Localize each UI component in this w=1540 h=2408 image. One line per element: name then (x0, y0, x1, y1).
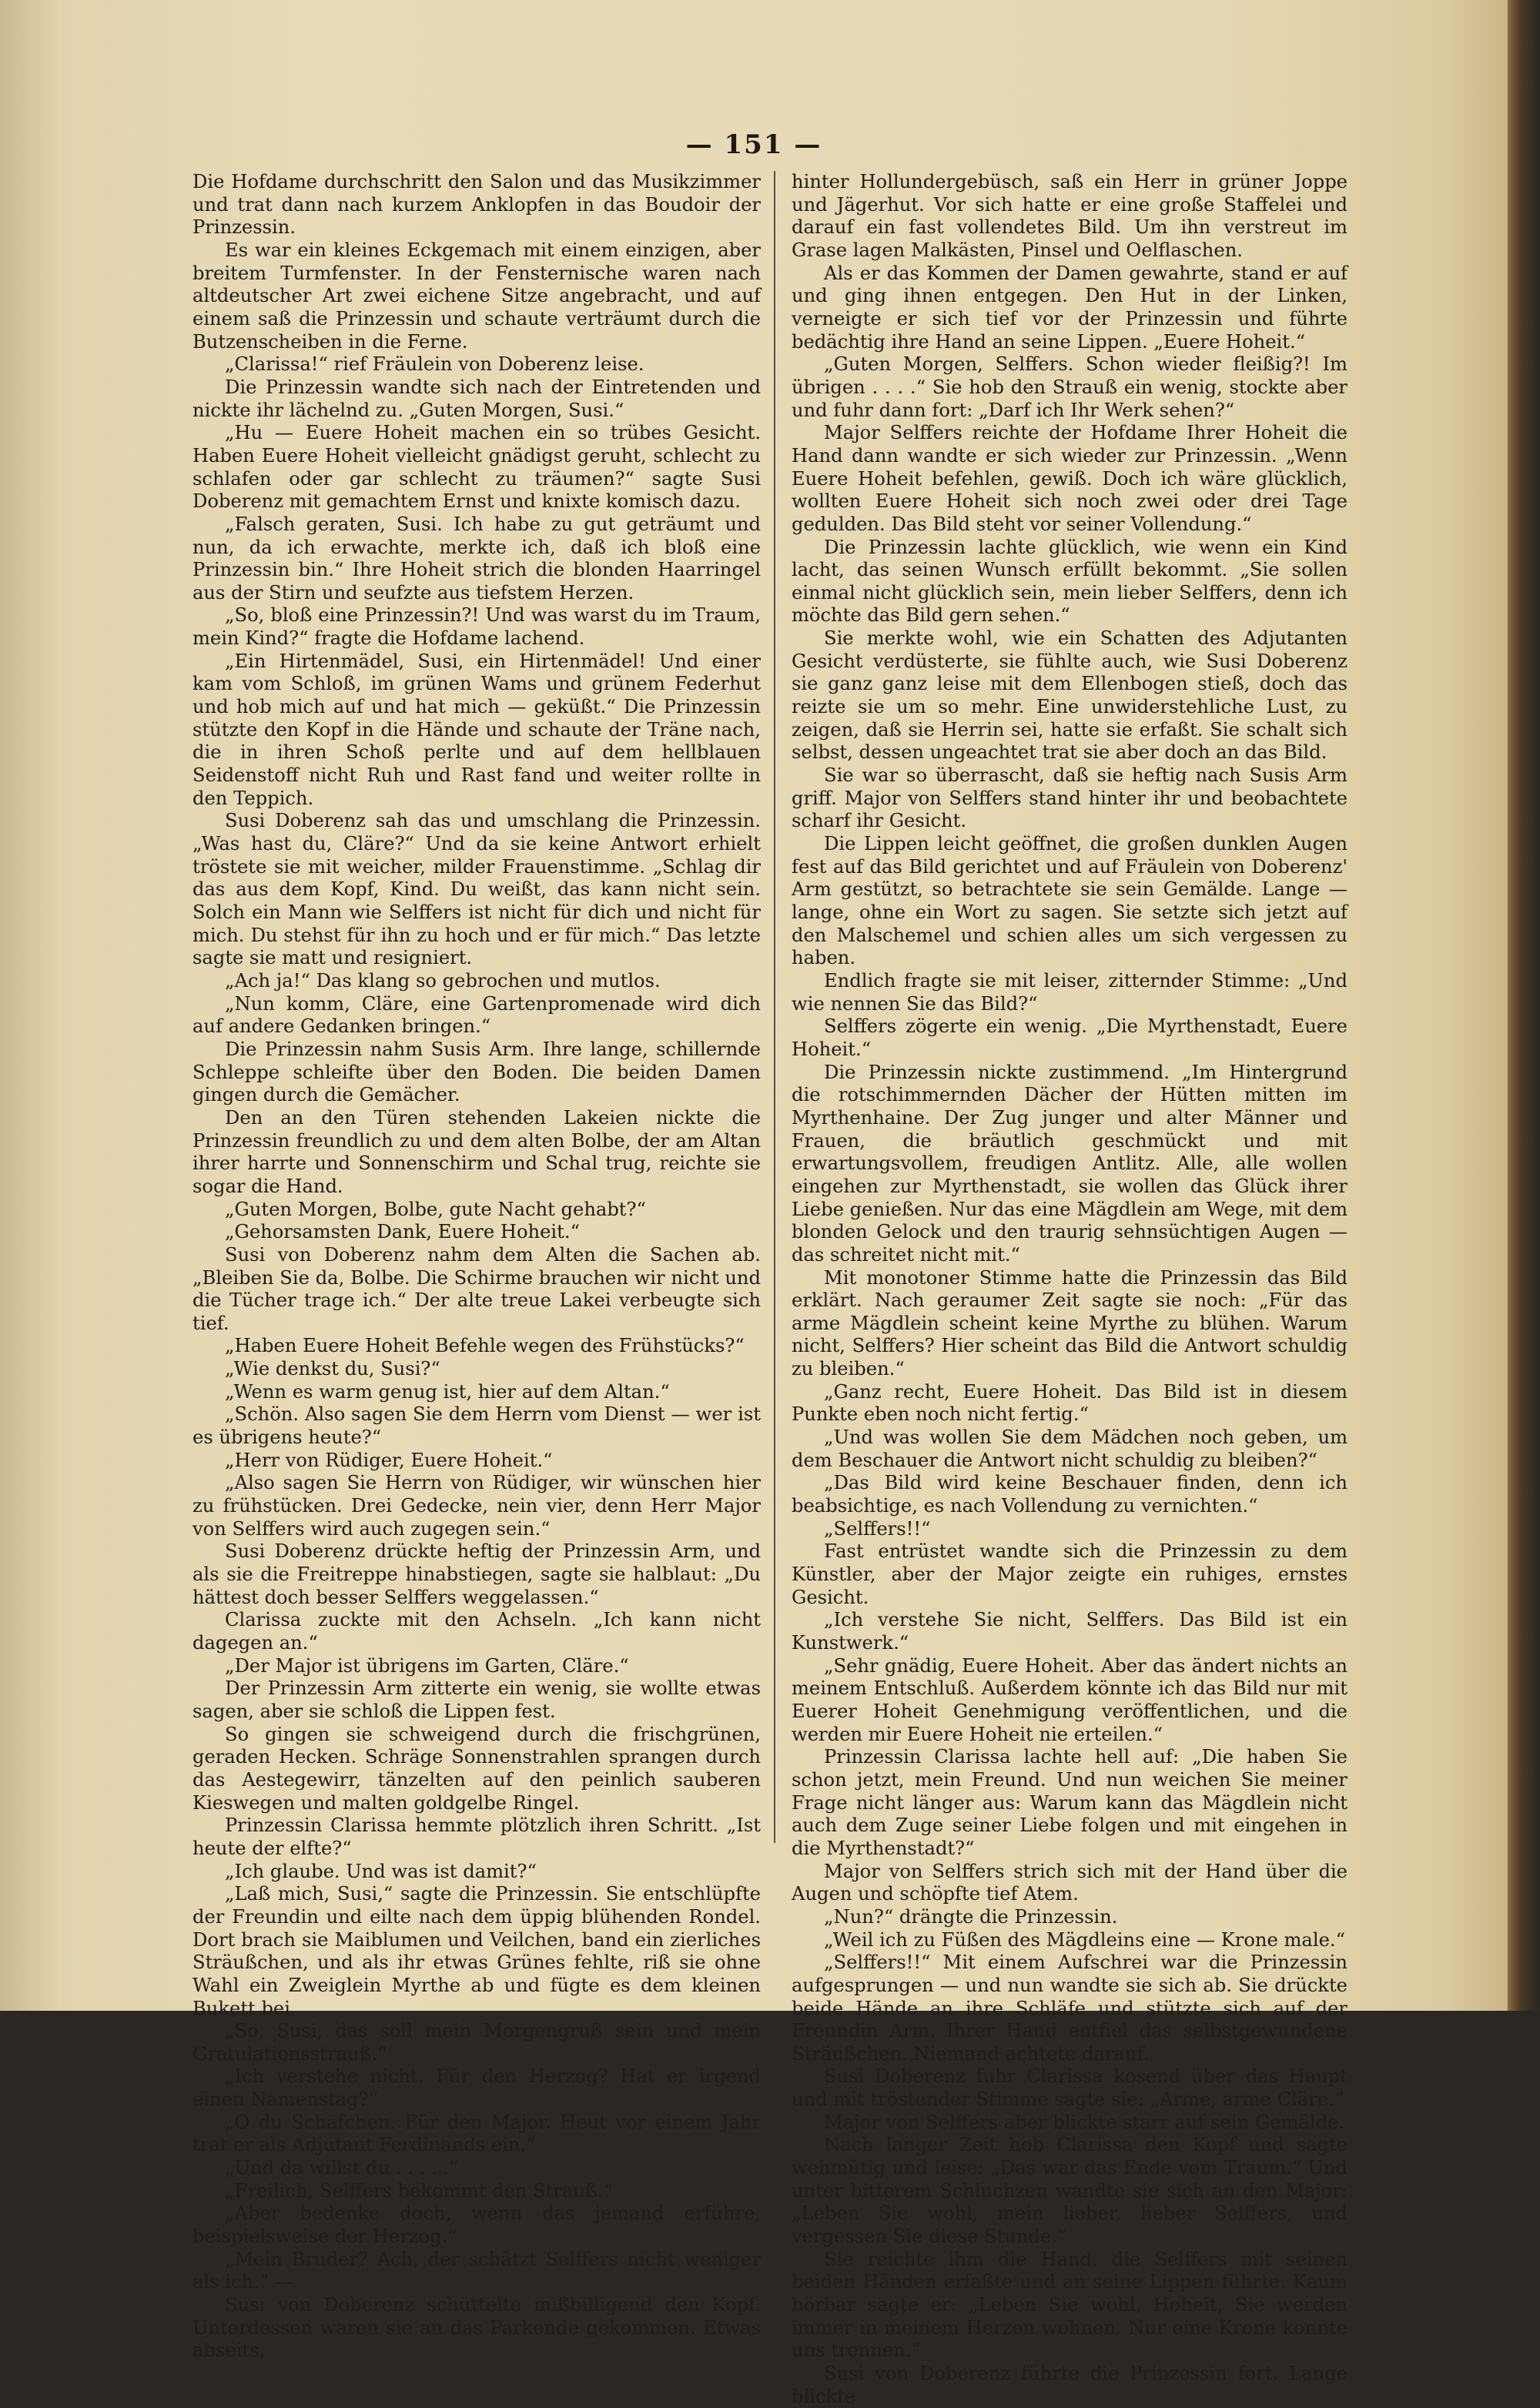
paragraph: Die Prinzessin nickte zustimmend. „Im Hintergrund die rotschimmernden Dächer der Hütten mitten im Myrthenhaine. Der Zug junger und alter Männer und Frauen, die bräutlich geschmückt und mit erwartungsvollem, freudigen Antlitz. Alle, alle wollen eingehen zur Myrthenstadt, sie wollen das Glück ihrer Liebe genießen. Nur das eine Mägdlein am Wege, mit dem blonden Gelock und den traurig sehnsüchtigen Augen — das schreitet nicht mit.“ (792, 1061, 1348, 1266)
paragraph: „Wie denkst du, Susi?“ (225, 1358, 440, 1380)
column-divider (774, 171, 775, 1843)
paragraph: „Ich verstehe nicht. Für den Herzog? Hat er irgend einen Namenstag?“ (192, 2065, 761, 2111)
paragraph: „Selffers!!“ (824, 1517, 931, 1540)
paragraph: Major von Selffers strich sich mit der Hand über die Augen und schöpfte tief Atem. (792, 1860, 1348, 1905)
paragraph: „Hu — Euere Hoheit machen ein so trübes Gesicht. Haben Euere Hoheit vielleicht gnädigst geruht, schlecht zu schlafen oder gar schlecht zu träumen?“ sagte Susi Doberenz mit gemachtem Ernst und knixte komisch dazu. (192, 422, 761, 513)
paragraph: Die Lippen leicht geöffnet, die großen dunklen Augen fest auf das Bild gerichtet und auf Fräulein von Doberenz' Arm gestützt, so betrachtete sie sein Gemälde. Lange — lange, ohne ein Wort zu sagen. Sie setzte sich jetzt auf den Malschemel und schien alles um sich vergessen zu haben. (792, 833, 1348, 969)
paragraph: „Haben Euere Hoheit Befehle wegen des Frühstücks?“ (225, 1335, 745, 1357)
paragraph: Susi Doberenz fuhr Clarissa kosend über das Haupt und mit tröstender Stimme sagte sie: „Arme, arme Cläre.“ (792, 2065, 1348, 2111)
paragraph: Die Hofdame durchschritt den Salon und das Musikzimmer und trat dann nach kurzem Anklopfen in das Boudoir der Prinzessin. (192, 171, 761, 239)
text-column-right (792, 171, 1348, 2408)
paragraph: „Guten Morgen, Bolbe, gute Nacht gehabt?“ (225, 1198, 646, 1220)
paragraph: So gingen sie schweigend durch die frischgrünen, geraden Hecken. Schräge Sonnenstrahlen sprangen durch das Aestegewirr, tänzelten auf den peinlich sauberen Kieswegen und malten goldgelbe Ringel. (192, 1723, 761, 1814)
paragraph: „Herr von Rüdiger, Euere Hoheit.“ (225, 1449, 553, 1471)
paragraph: Endlich fragte sie mit leiser, zitternder Stimme: „Und wie nennen Sie das Bild?“ (792, 969, 1348, 1015)
paragraph: Sie merkte wohl, wie ein Schatten des Adjutanten Gesicht verdüsterte, sie fühlte auch, wie Susi Doberenz sie ganz ganz leise mit dem Ellenbogen stieß, doch das reizte sie um so mehr. Eine unwiderstehliche Lust, zu zeigen, daß sie Herrin sei, hatte sie erfaßt. Sie schalt sich selbst, dessen ungeachtet trat sie aber doch an das Bild. (792, 627, 1348, 764)
paragraph: „Laß mich, Susi,“ sagte die Prinzessin. Sie entschlüpfte der Freundin und eilte nach dem üppig blühenden Rondel. Dort brach sie Maiblumen und Veilchen, band ein zierliches Sträußchen, und als ihr etwas Grünes fehlte, riß sie ohne Wahl ein Zweiglein Myrthe ab und fügte es dem kleinen Bukett bei. (192, 1883, 761, 2019)
paragraph: Sie war so überrascht, daß sie heftig nach Susis Arm griff. Major von Selffers stand hinter ihr und beobachtete scharf ihr Gesicht. (792, 764, 1348, 832)
paragraph: „Selffers!!“ Mit einem Aufschrei war die Prinzessin aufgesprungen — und nun wandte sie sich ab. Sie drückte beide Hände an ihre Schläfe und stützte sich auf der Freundin Arm. Ihrer Hand entfiel das selbstgewundene Sträußchen. Niemand achtete darauf. (792, 1951, 1348, 2065)
paragraph: Major Selffers reichte der Hofdame Ihrer Hoheit die Hand dann wandte er sich wieder zur Prinzessin. „Wenn Euere Hoheit befehlen, gewiß. Doch ich wäre glücklich, wollten Euere Hoheit sich noch zwei oder drei Tage gedulden. Das Bild steht vor seiner Vollendung.“ (792, 422, 1348, 535)
paragraph: „Und da willst du . . . . .“ (225, 2157, 459, 2179)
paragraph: „So, bloß eine Prinzessin?! Und was warst du im Traum, mein Kind?“ fragte die Hofdame lachend. (192, 604, 761, 650)
paragraph: „Freilich, Selffers bekommt den Strauß.“ (225, 2179, 614, 2202)
paragraph: Fast entrüstet wandte sich die Prinzessin zu dem Künstler, aber der Major zeigte ein ruhiges, ernstes Gesicht. (792, 1540, 1348, 1608)
paragraph: „Gehorsamsten Dank, Euere Hoheit.“ (225, 1221, 580, 1243)
paragraph: „Aber bedenke doch, wenn das jemand erführe, beispielsweise der Herzog.“ (192, 2202, 761, 2248)
paragraph: „So, Susi, das soll mein Morgengruß sein und mein Gratulationsstrauß.“ (192, 2020, 761, 2065)
paragraph: „Wenn es warm genug ist, hier auf dem Altan.“ (225, 1380, 670, 1403)
paragraph: Susi Doberenz drückte heftig der Prinzessin Arm, und als sie die Freitreppe hinabstiegen, sagte sie halblaut: „Du hättest doch besser Selffers weggelassen.“ (192, 1540, 761, 1608)
paragraph: Susi Doberenz sah das und umschlang die Prinzessin. „Was hast du, Cläre?“ Und da sie keine Antwort erhielt tröstete sie mit weicher, milder Frauenstimme. „Schlag dir das aus dem Kopf, Kind. Du weißt, das kann nicht sein. Solch ein Mann wie Selffers ist nicht für dich und nicht für mich. Du stehst für ihn zu hoch und er für mich.“ Das letzte sagte sie matt und resigniert. (192, 810, 761, 969)
paragraph: Prinzessin Clarissa lachte hell auf: „Die haben Sie schon jetzt, mein Freund. Und nun weichen Sie meiner Frage nicht länger aus: Warum kann das Mägdlein nicht auch dem Zuge seiner Liebe folgen und mit eingehen in die Myrthenstadt?“ (792, 1746, 1348, 1859)
paragraph: „Ein Hirtenmädel, Susi, ein Hirtenmädel! Und einer kam vom Schloß, im grünen Wams und grünem Federhut und hob mich auf und hat mich — geküßt.“ Die Prinzessin stützte den Kopf in die Hände und schaute der Träne nach, die in ihren Schoß perlte und auf dem hellblauen Seidenstoff nicht Ruh und Rast fand und weiter rollte in den Teppich. (192, 650, 761, 809)
paragraph: Susi von Doberenz schüttelte mißbilligend den Kopf. Unterdessen waren sie an das Parkende gekommen. Etwas abseits, (192, 2294, 761, 2362)
paragraph: Es war ein kleines Eckgemach mit einem einzigen, aber breitem Turmfenster. In der Fensternische waren nach altdeutscher Art zwei eichene Sitze angebracht, und auf einem saß die Prinzessin und schaute verträumt durch die Butzenscheiben in die Ferne. (192, 239, 761, 353)
page-number: — 151 — (685, 129, 822, 160)
paragraph: „Also sagen Sie Herrn von Rüdiger, wir wünschen hier zu frühstücken. Drei Gedecke, nein vier, denn Herr Major von Selffers wird auch zugegen sein.“ (192, 1472, 761, 1540)
paragraph: Susi von Doberenz führte die Prinzessin fort. Lange blickte (792, 2363, 1348, 2407)
paragraph: „Falsch geraten, Susi. Ich habe zu gut geträumt und nun, da ich erwachte, merkte ich, daß ich bloß eine Prinzessin bin.“ Ihre Hoheit strich die blonden Haarringel aus der Stirn und seufzte aus tiefstem Herzen. (192, 513, 761, 604)
paragraph: Sie reichte ihm die Hand, die Selffers mit seinen beiden Händen erfaßte und an seine Lippen führte. Kaum hörbar sagte er: „Leben Sie wohl, Hoheit, Sie werden immer in meinem Herzen wohnen. Nur eine Krone konnte uns trennen.“ (792, 2248, 1348, 2362)
paragraph: „Nun komm, Cläre, eine Gartenpromenade wird dich auf andere Gedanken bringen.“ (192, 992, 761, 1038)
paragraph: Selffers zögerte ein wenig. „Die Myrthenstadt, Euere Hoheit.“ (792, 1015, 1348, 1060)
paragraph: Major von Selffers aber blickte starr auf sein Gemälde. (824, 2111, 1345, 2133)
paragraph: „Schön. Also sagen Sie dem Herrn vom Dienst — wer ist es übrigens heute?“ (192, 1403, 761, 1449)
paragraph: „Weil ich zu Füßen des Mägdleins eine — Krone male.“ (824, 1928, 1345, 1951)
paragraph: Mit monotoner Stimme hatte die Prinzessin das Bild erklärt. Nach geraumer Zeit sagte sie noch: „Für das arme Mägdlein scheint keine Myrthe zu blühen. Warum nicht, Selffers? Hier scheint das Bild die Antwort schuldig zu bleiben.“ (792, 1266, 1348, 1380)
paragraph: Der Prinzessin Arm zitterte ein wenig, sie wollte etwas sagen, aber sie schloß die Lippen fest. (192, 1677, 761, 1722)
paragraph: „Ganz recht, Euere Hoheit. Das Bild ist in diesem Punkte eben noch nicht fertig.“ (792, 1380, 1348, 1426)
paragraph: Die Prinzessin nahm Susis Arm. Ihre lange, schillernde Schleppe schleifte über den Boden. Die beiden Damen gingen durch die Gemächer. (192, 1038, 761, 1106)
paragraph: „Ich glaube. Und was ist damit?“ (225, 1860, 537, 1882)
paragraph: „Ach ja!“ Das klang so gebrochen und mutlos. (225, 969, 661, 992)
paragraph: „Nun?“ drängte die Prinzessin. (824, 1905, 1118, 1928)
paragraph: „O du Schäfchen. Für den Major. Heut vor einem Jahr trat er als Adjutant Ferdinands ein.“ (192, 2111, 761, 2156)
paragraph: „Der Major ist übrigens im Garten, Cläre.“ (225, 1654, 629, 1677)
paragraph: Als er das Kommen der Damen gewahrte, stand er auf und ging ihnen entgegen. Den Hut in der Linken, verneigte er sich tief vor der Prinzessin und führte bedächtig ihre Hand an seine Lippen. „Euere Hoheit.“ (792, 262, 1348, 353)
paragraph: Prinzessin Clarissa hemmte plötzlich ihren Schritt. „Ist heute der elfte?“ (192, 1814, 761, 1859)
paragraph: „Ich verstehe Sie nicht, Selffers. Das Bild ist ein Kunstwerk.“ (792, 1609, 1348, 1654)
paragraph: Nach langer Zeit hob Clarissa den Kopf und sagte wehmütig und leise: „Das war das Ende vom Traum.“ Und unter bitterem Schluchzen wandte sie sich an den Major: „Leben Sie wohl, mein lieber, lieber Selffers, und vergessen Sie diese Stunde.“ (792, 2134, 1348, 2248)
paragraph: „Und was wollen Sie dem Mädchen noch geben, um dem Beschauer die Antwort nicht schuldig zu bleiben?“ (792, 1426, 1348, 1471)
text-column-left (192, 171, 761, 2363)
paragraph: hinter Hollundergebüsch, saß ein Herr in grüner Joppe und Jägerhut. Vor sich hatte er eine große Staffelei und darauf ein fast vollendetes Bild. Um ihn verstreut im Grase lagen Malkästen, Pinsel und Oelflaschen. (792, 171, 1348, 261)
book-edge (1508, 0, 1540, 2011)
paragraph: Susi von Doberenz nahm dem Alten die Sachen ab. „Bleiben Sie da, Bolbe. Die Schirme brauchen wir nicht und die Tücher trage ich.“ Der alte treue Lakei verbeugte sich tief. (192, 1243, 761, 1334)
paragraph: „Sehr gnädig, Euere Hoheit. Aber das ändert nichts an meinem Entschluß. Außerdem könnte ich das Bild nur mit Euerer Hoheit Genehmigung veröffentlichen, und die werden mir Euere Hoheit nie erteilen.“ (792, 1654, 1348, 1745)
paragraph: „Guten Morgen, Selffers. Schon wieder fleißig?! Im übrigen . . . .“ Sie hob den Strauß ein wenig, stockte aber und fuhr dann fort: „Darf ich Ihr Werk sehen?“ (792, 353, 1348, 421)
paragraph: „Clarissa!“ rief Fräulein von Doberenz leise. (225, 353, 644, 376)
paragraph: Den an den Türen stehenden Lakeien nickte die Prinzessin freundlich zu und dem alten Bolbe, der am Altan ihrer harrte und Sonnenschirm und Schal trug, reichte sie sogar die Hand. (192, 1106, 761, 1197)
paragraph: Die Prinzessin wandte sich nach der Eintretenden und nickte ihr lächelnd zu. „Guten Morgen, Susi.“ (192, 376, 761, 421)
paragraph: Clarissa zuckte mit den Achseln. „Ich kann nicht dagegen an.“ (192, 1609, 761, 1654)
paragraph: Die Prinzessin lachte glücklich, wie wenn ein Kind lacht, das seinen Wunsch erfüllt bekommt. „Sie sollen einmal nicht glücklich sein, mein lieber Selffers, denn ich möchte das Bild gern sehen.“ (792, 536, 1348, 627)
paragraph: „Mein Bruder? Ach, der schätzt Selffers nicht weniger als ich.“ — (192, 2248, 761, 2293)
paragraph: „Das Bild wird keine Beschauer finden, denn ich beabsichtige, es nach Vollendung zu vernichten.“ (792, 1472, 1348, 1517)
